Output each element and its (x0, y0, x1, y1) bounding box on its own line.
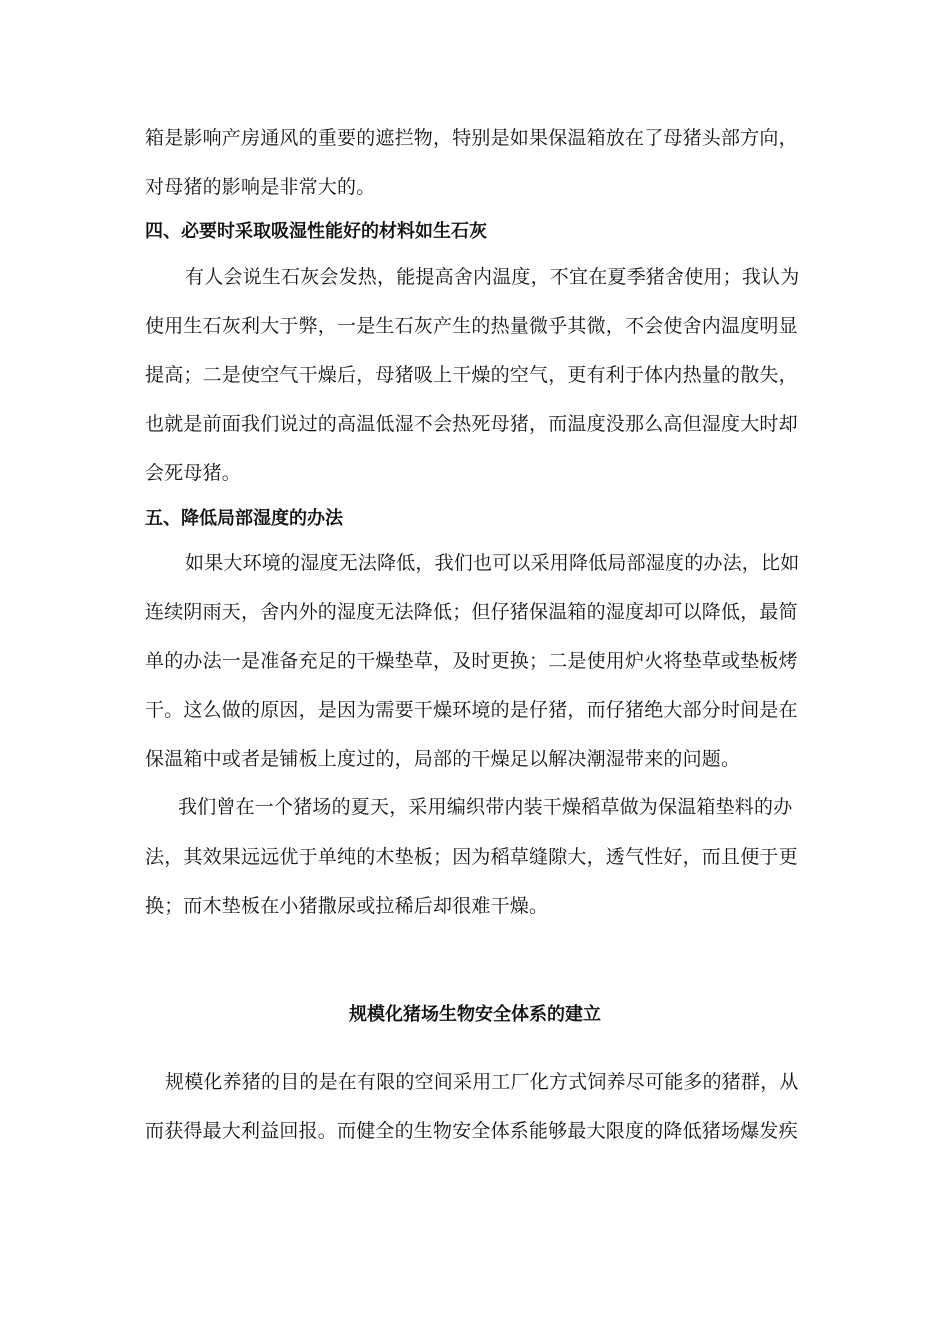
text-line: 干。这么做的原因，是因为需要干燥环境的是仔猪，而仔猪绝大部分时间是在 (145, 699, 798, 721)
text-line: 提高；二是使空气干燥后，母猪吸上干燥的空气，更有利于体内热量的散失， (145, 364, 798, 386)
article-title: 规模化猪场生物安全体系的建立 (349, 1004, 601, 1025)
text-line: 对母猪的影响是非常大的。 (145, 176, 376, 198)
text-line: 规模化养猪的目的是在有限的空间采用工厂化方式饲养尽可能多的猪群，从 (165, 1071, 799, 1093)
text-line: 换；而木垫板在小猪撒尿或拉稀后却很难干燥。 (145, 895, 549, 917)
text-line: 我们曾在一个猪场的夏天，采用编织带内装干燥稻草做为保温箱垫料的办 (178, 796, 793, 818)
section-heading: 四、必要时采取吸湿性能好的材料如生石灰 (145, 221, 487, 242)
text-line: 箱是影响产房通风的重要的遮拦物，特别是如果保温箱放在了母猪头部方向， (145, 127, 798, 149)
text-line: 使用生石灰利大于弊，一是生石灰产生的热量微乎其微，不会使舍内温度明显 (145, 315, 798, 337)
text-line: 单的办法一是准备充足的干燥垫草，及时更换；二是使用炉火将垫草或垫板烤 (145, 650, 798, 672)
text-line: 连续阴雨天，舍内外的湿度无法降低；但仔猪保温箱的湿度却可以降低，最简 (145, 601, 798, 623)
text-line: 有人会说生石灰会发热，能提高舍内温度，不宜在夏季猪舍使用；我认为 (185, 266, 800, 288)
text-line: 保温箱中或者是铺板上度过的，局部的干燥足以解决潮湿带来的问题。 (145, 748, 741, 770)
text-line: 法，其效果远远优于单纯的木垫板；因为稻草缝隙大，透气性好，而且便于更 (145, 846, 798, 868)
text-line: 如果大环境的湿度无法降低，我们也可以采用降低局部湿度的办法，比如 (185, 552, 800, 574)
text-line: 会死母猪。 (145, 462, 242, 484)
section-heading: 五、降低局部湿度的办法 (145, 508, 343, 529)
text-line: 也就是前面我们说过的高温低湿不会热死母猪，而温度没那么高但湿度大时却 (145, 413, 798, 435)
text-line: 而获得最大利益回报。而健全的生物安全体系能够最大限度的降低猪场爆发疾 (145, 1120, 798, 1142)
